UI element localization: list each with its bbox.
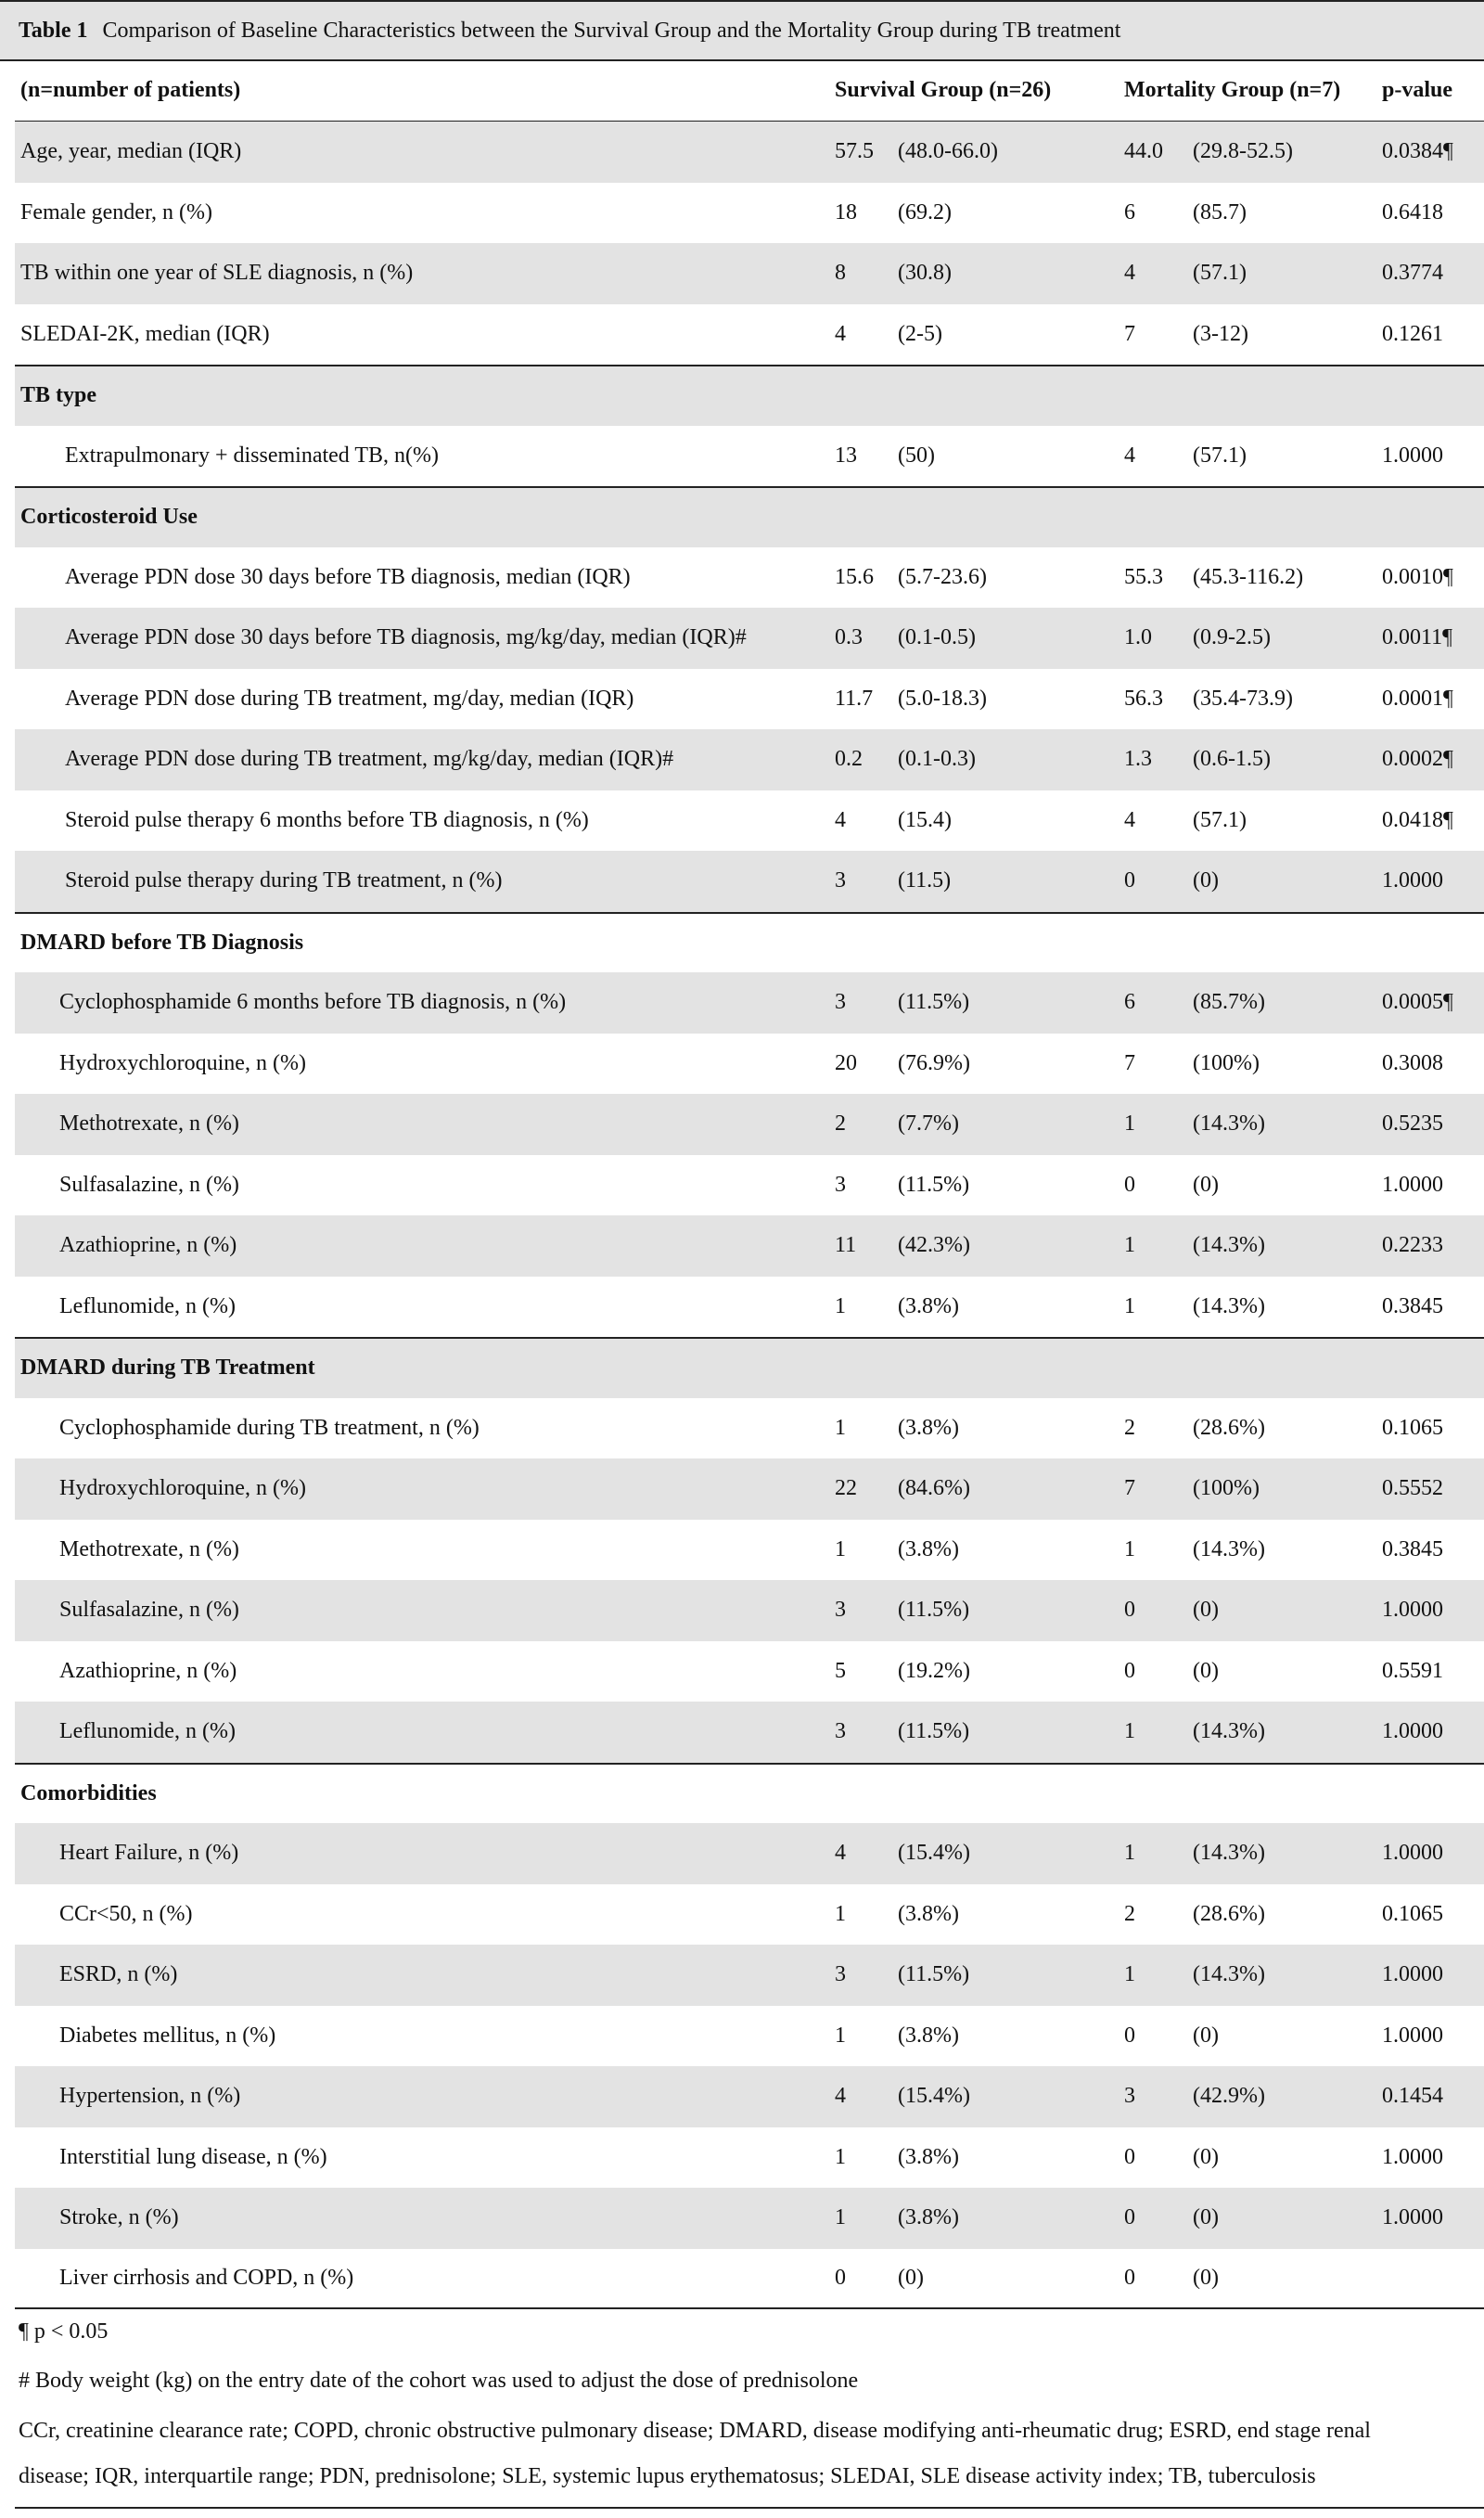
survival-value: 4 [835, 321, 846, 346]
section-header-row [15, 1337, 1484, 1398]
mortality-range: (3-12) [1193, 321, 1248, 346]
mortality-range: (14.3%) [1193, 1841, 1265, 1866]
row-label: Azathioprine, n (%) [59, 1658, 237, 1683]
p-value: 0.1261 [1382, 321, 1443, 346]
survival-range: (3.8%) [898, 1293, 959, 1318]
table-row [15, 1215, 1484, 1277]
mortality-value: 1 [1124, 1233, 1135, 1258]
table-row [15, 2127, 1484, 2189]
table-row [15, 2006, 1484, 2067]
mortality-range: (0) [1193, 2023, 1219, 2048]
header-first-col: (n=number of patients) [20, 78, 241, 103]
survival-value: 13 [835, 443, 857, 468]
row-label: Hydroxychloroquine, n (%) [59, 1476, 306, 1501]
survival-value: 1 [835, 2144, 846, 2169]
mortality-range: (0.9-2.5) [1193, 625, 1271, 650]
p-value: 0.3845 [1382, 1536, 1443, 1561]
survival-range: (5.0-18.3) [898, 686, 987, 711]
table-title: Comparison of Baseline Characteristics between the Survival Group and the Mortality Group during TB treatment [102, 19, 1121, 43]
p-value: 1.0000 [1382, 2023, 1443, 2048]
p-value: 0.1065 [1382, 1415, 1443, 1440]
mortality-range: (42.9%) [1193, 2084, 1265, 2109]
survival-range: (0) [898, 2265, 924, 2290]
survival-range: (11.5%) [898, 1172, 970, 1197]
survival-value: 0.2 [835, 747, 863, 772]
table-row [15, 1702, 1484, 1763]
row-label: Hypertension, n (%) [59, 2084, 241, 2109]
survival-range: (42.3%) [898, 1233, 970, 1258]
row-label: Methotrexate, n (%) [59, 1536, 239, 1561]
survival-range: (30.8) [898, 261, 952, 286]
table-row [15, 1094, 1484, 1155]
survival-value: 3 [835, 990, 846, 1015]
survival-range: (19.2%) [898, 1658, 970, 1683]
section-label: Comorbidities [20, 1780, 157, 1805]
survival-range: (50) [898, 443, 935, 468]
mortality-value: 1 [1124, 1111, 1135, 1137]
footnote-abbreviations-line1: CCr, creatinine clearance rate; COPD, chronic obstructive pulmonary disease; DMARD, disease modifying anti-rheumatic drug; ESRD, end stage renal [19, 2419, 1371, 2443]
p-value: 0.2233 [1382, 1233, 1443, 1258]
mortality-range: (14.3%) [1193, 1111, 1265, 1137]
table-row [15, 1945, 1484, 2006]
mortality-value: 0 [1124, 2144, 1135, 2169]
mortality-value: 7 [1124, 321, 1135, 346]
p-value: 1.0000 [1382, 443, 1443, 468]
mortality-value: 44.0 [1124, 139, 1163, 164]
row-label: Average PDN dose during TB treatment, mg/day, median (IQR) [65, 686, 634, 711]
p-value: 0.3008 [1382, 1050, 1443, 1075]
survival-range: (7.7%) [898, 1111, 959, 1137]
mortality-value: 1.0 [1124, 625, 1152, 650]
row-label: Hydroxychloroquine, n (%) [59, 1050, 306, 1075]
survival-range: (11.5%) [898, 1719, 970, 1744]
mortality-value: 7 [1124, 1050, 1135, 1075]
survival-range: (2-5) [898, 321, 942, 346]
survival-range: (76.9%) [898, 1050, 970, 1075]
mortality-value: 0 [1124, 1172, 1135, 1197]
p-value: 1.0000 [1382, 2205, 1443, 2230]
row-label: Steroid pulse therapy during TB treatment, n (%) [65, 868, 503, 893]
table-row [15, 1884, 1484, 1946]
section-label: TB type [20, 383, 97, 408]
table-row [15, 972, 1484, 1034]
mortality-range: (35.4-73.9) [1193, 686, 1293, 711]
table-row [15, 2249, 1484, 2310]
survival-value: 4 [835, 2084, 846, 2109]
survival-range: (3.8%) [898, 1536, 959, 1561]
p-value: 1.0000 [1382, 1719, 1443, 1744]
p-value: 0.1065 [1382, 1901, 1443, 1926]
mortality-value: 56.3 [1124, 686, 1163, 711]
mortality-range: (14.3%) [1193, 1719, 1265, 1744]
mortality-range: (57.1) [1193, 807, 1247, 832]
mortality-range: (45.3-116.2) [1193, 564, 1304, 589]
mortality-range: (85.7%) [1193, 990, 1265, 1015]
mortality-range: (100%) [1193, 1050, 1260, 1075]
mortality-range: (0) [1193, 1172, 1219, 1197]
mortality-range: (57.1) [1193, 261, 1247, 286]
footnote-body-weight: # Body weight (kg) on the entry date of the cohort was used to adjust the dose of prednisolone [19, 2369, 859, 2393]
survival-value: 4 [835, 1841, 846, 1866]
p-value: 0.0002¶ [1382, 747, 1453, 772]
table-row [15, 122, 1484, 183]
row-label: Methotrexate, n (%) [59, 1111, 239, 1137]
p-value: 1.0000 [1382, 1598, 1443, 1623]
mortality-range: (14.3%) [1193, 1293, 1265, 1318]
p-value: 0.0384¶ [1382, 139, 1453, 164]
survival-range: (84.6%) [898, 1476, 970, 1501]
mortality-range: (14.3%) [1193, 1962, 1265, 1987]
mortality-value: 4 [1124, 807, 1135, 832]
p-value: 0.0005¶ [1382, 990, 1453, 1015]
table-row [15, 669, 1484, 730]
survival-value: 1 [835, 1536, 846, 1561]
row-label: Heart Failure, n (%) [59, 1841, 239, 1866]
survival-value: 0 [835, 2265, 846, 2290]
section-label: DMARD before TB Diagnosis [20, 930, 304, 955]
table-row [15, 547, 1484, 609]
survival-value: 11.7 [835, 686, 874, 711]
survival-value: 1 [835, 2205, 846, 2230]
table-row [15, 1458, 1484, 1520]
survival-range: (15.4%) [898, 2084, 970, 2109]
survival-value: 1 [835, 1293, 846, 1318]
footnote-abbreviations-line2: disease; IQR, interquartile range; PDN, prednisolone; SLE, systemic lupus erythematosus; SLEDAI, SLE disease activity index; TB, tuberculosis [19, 2464, 1316, 2488]
survival-range: (0.1-0.5) [898, 625, 976, 650]
mortality-value: 6 [1124, 199, 1135, 225]
p-value: 0.5591 [1382, 1658, 1443, 1683]
survival-range: (3.8%) [898, 2023, 959, 2048]
table-row [15, 1155, 1484, 1216]
survival-range: (11.5%) [898, 1598, 970, 1623]
table-row [15, 183, 1484, 244]
section-label: Corticosteroid Use [20, 505, 198, 530]
section-header-row [15, 912, 1484, 973]
table-row [15, 1398, 1484, 1459]
table-row [15, 851, 1484, 912]
mortality-range: (0) [1193, 2205, 1219, 2230]
survival-range: (11.5%) [898, 990, 970, 1015]
mortality-range: (29.8-52.5) [1193, 139, 1293, 164]
mortality-value: 0 [1124, 1658, 1135, 1683]
row-label: Female gender, n (%) [20, 199, 212, 225]
mortality-value: 3 [1124, 2084, 1135, 2109]
survival-value: 3 [835, 1962, 846, 1987]
mortality-value: 6 [1124, 990, 1135, 1015]
header-pvalue: p-value [1382, 78, 1453, 103]
survival-value: 15.6 [835, 564, 874, 589]
p-value: 1.0000 [1382, 1841, 1443, 1866]
mortality-range: (0.6-1.5) [1193, 747, 1271, 772]
mortality-range: (0) [1193, 868, 1219, 893]
mortality-range: (14.3%) [1193, 1536, 1265, 1561]
table-row [15, 2188, 1484, 2249]
table-label: Table 1 [19, 19, 88, 43]
survival-range: (5.7-23.6) [898, 564, 987, 589]
table-row [15, 729, 1484, 790]
mortality-value: 0 [1124, 2265, 1135, 2290]
p-value: 0.1454 [1382, 2084, 1443, 2109]
row-label: Cyclophosphamide 6 months before TB diagnosis, n (%) [59, 990, 567, 1015]
section-header-row [15, 1763, 1484, 1824]
mortality-value: 1 [1124, 1293, 1135, 1318]
mortality-value: 0 [1124, 868, 1135, 893]
mortality-value: 55.3 [1124, 564, 1163, 589]
survival-value: 5 [835, 1658, 846, 1683]
p-value: 0.5552 [1382, 1476, 1443, 1501]
table-row [15, 790, 1484, 852]
row-label: Interstitial lung disease, n (%) [59, 2144, 327, 2169]
row-label: Age, year, median (IQR) [20, 139, 242, 164]
row-label: Azathioprine, n (%) [59, 1233, 237, 1258]
mortality-value: 2 [1124, 1901, 1135, 1926]
p-value: 0.3845 [1382, 1293, 1443, 1318]
mortality-value: 1 [1124, 1536, 1135, 1561]
row-label: Stroke, n (%) [59, 2205, 179, 2230]
mortality-range: (0) [1193, 1658, 1219, 1683]
mortality-range: (100%) [1193, 1476, 1260, 1501]
mortality-range: (14.3%) [1193, 1233, 1265, 1258]
mortality-range: (0) [1193, 2144, 1219, 2169]
section-header-row [15, 365, 1484, 426]
table-row [15, 2066, 1484, 2127]
row-label: CCr<50, n (%) [59, 1901, 193, 1926]
row-label: SLEDAI-2K, median (IQR) [20, 321, 270, 346]
survival-value: 0.3 [835, 625, 863, 650]
survival-value: 8 [835, 261, 846, 286]
mortality-value: 0 [1124, 2023, 1135, 2048]
survival-value: 3 [835, 1719, 846, 1744]
mortality-range: (0) [1193, 2265, 1219, 2290]
footnote-significance: ¶ p < 0.05 [19, 2319, 109, 2344]
table-row [15, 1641, 1484, 1702]
mortality-value: 4 [1124, 443, 1135, 468]
row-label: Diabetes mellitus, n (%) [59, 2023, 276, 2048]
p-value: 1.0000 [1382, 2144, 1443, 2169]
table-row [15, 608, 1484, 669]
survival-value: 18 [835, 199, 857, 225]
row-label: Steroid pulse therapy 6 months before TB diagnosis, n (%) [65, 807, 589, 832]
survival-range: (15.4%) [898, 1841, 970, 1866]
mortality-value: 0 [1124, 1598, 1135, 1623]
mortality-value: 2 [1124, 1415, 1135, 1440]
survival-value: 4 [835, 807, 846, 832]
survival-value: 1 [835, 1415, 846, 1440]
table-row [15, 1277, 1484, 1338]
section-header-row [15, 486, 1484, 547]
table-row [15, 1823, 1484, 1884]
mortality-value: 7 [1124, 1476, 1135, 1501]
mortality-range: (28.6%) [1193, 1415, 1265, 1440]
row-label: Liver cirrhosis and COPD, n (%) [59, 2265, 354, 2290]
survival-range: (3.8%) [898, 1415, 959, 1440]
survival-value: 22 [835, 1476, 857, 1501]
mortality-value: 1.3 [1124, 747, 1152, 772]
mortality-range: (28.6%) [1193, 1901, 1265, 1926]
survival-range: (3.8%) [898, 2205, 959, 2230]
survival-value: 1 [835, 2023, 846, 2048]
row-label: Average PDN dose 30 days before TB diagnosis, median (IQR) [65, 564, 631, 589]
row-label: TB within one year of SLE diagnosis, n (%) [20, 261, 414, 286]
survival-range: (11.5) [898, 868, 952, 893]
p-value: 1.0000 [1382, 1962, 1443, 1987]
survival-value: 3 [835, 1172, 846, 1197]
table-caption [0, 0, 1484, 61]
row-label: Leflunomide, n (%) [59, 1293, 236, 1318]
p-value: 0.0001¶ [1382, 686, 1453, 711]
survival-range: (11.5%) [898, 1962, 970, 1987]
survival-value: 57.5 [835, 139, 874, 164]
row-label: ESRD, n (%) [59, 1962, 178, 1987]
row-label: Cyclophosphamide during TB treatment, n (%) [59, 1415, 480, 1440]
table-header-row [15, 61, 1484, 122]
row-label: Average PDN dose during TB treatment, mg/kg/day, median (IQR)# [65, 747, 674, 772]
survival-range: (0.1-0.3) [898, 747, 976, 772]
p-value: 0.3774 [1382, 261, 1443, 286]
p-value: 0.6418 [1382, 199, 1443, 225]
mortality-value: 1 [1124, 1962, 1135, 1987]
p-value: 0.0010¶ [1382, 564, 1453, 589]
row-label: Sulfasalazine, n (%) [59, 1598, 239, 1623]
row-label: Sulfasalazine, n (%) [59, 1172, 239, 1197]
table-row [15, 304, 1484, 366]
table-row [15, 1580, 1484, 1641]
header-mortality: Mortality Group (n=7) [1124, 78, 1341, 103]
mortality-range: (0) [1193, 1598, 1219, 1623]
survival-value: 20 [835, 1050, 857, 1075]
p-value: 0.0011¶ [1382, 625, 1452, 650]
mortality-range: (57.1) [1193, 443, 1247, 468]
header-survival: Survival Group (n=26) [835, 78, 1052, 103]
survival-value: 11 [835, 1233, 857, 1258]
survival-range: (48.0-66.0) [898, 139, 998, 164]
table-row [15, 426, 1484, 487]
section-label: DMARD during TB Treatment [20, 1355, 315, 1381]
survival-value: 3 [835, 1598, 846, 1623]
p-value: 0.5235 [1382, 1111, 1443, 1137]
survival-range: (3.8%) [898, 2144, 959, 2169]
table-row [15, 1034, 1484, 1095]
p-value: 1.0000 [1382, 868, 1443, 893]
table-row [15, 243, 1484, 304]
survival-value: 2 [835, 1111, 846, 1137]
p-value: 0.0418¶ [1382, 807, 1453, 832]
table-row [15, 1520, 1484, 1581]
mortality-value: 4 [1124, 261, 1135, 286]
bottom-rule [15, 2507, 1484, 2509]
mortality-value: 1 [1124, 1719, 1135, 1744]
row-label: Extrapulmonary + disseminated TB, n(%) [65, 443, 440, 468]
survival-value: 1 [835, 1901, 846, 1926]
mortality-range: (85.7) [1193, 199, 1247, 225]
survival-range: (3.8%) [898, 1901, 959, 1926]
survival-range: (69.2) [898, 199, 952, 225]
row-label: Average PDN dose 30 days before TB diagnosis, mg/kg/day, median (IQR)# [65, 625, 747, 650]
survival-range: (15.4) [898, 807, 952, 832]
p-value: 1.0000 [1382, 1172, 1443, 1197]
mortality-value: 1 [1124, 1841, 1135, 1866]
row-label: Leflunomide, n (%) [59, 1719, 236, 1744]
mortality-value: 0 [1124, 2205, 1135, 2230]
survival-value: 3 [835, 868, 846, 893]
